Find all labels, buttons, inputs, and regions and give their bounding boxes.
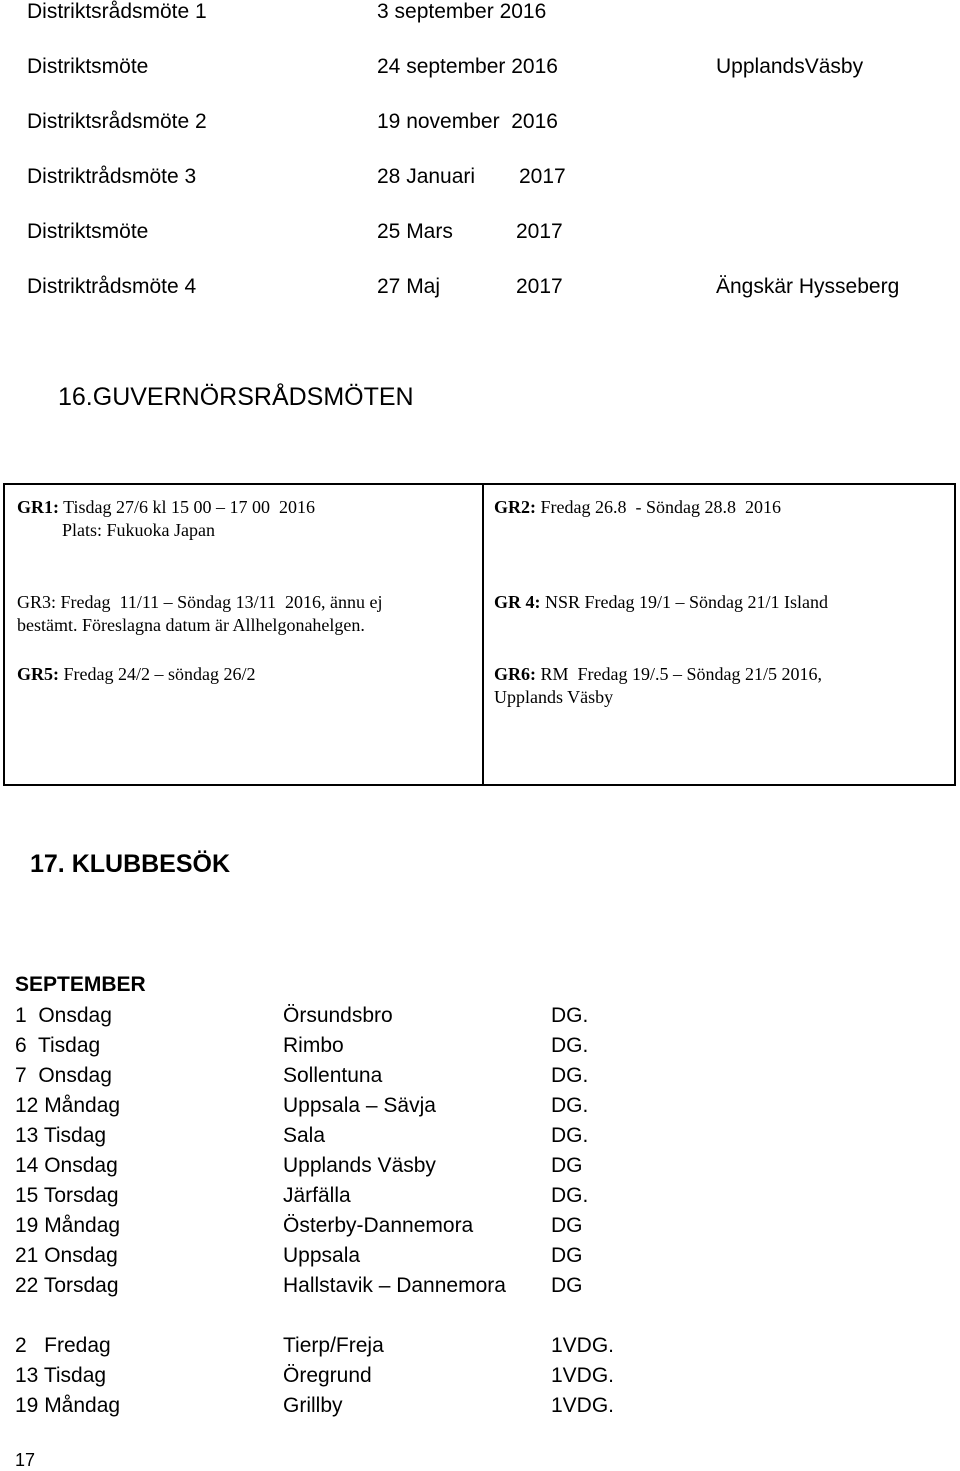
gr4-text: NSR Fredag 19/1 – Söndag 21/1 Island (540, 592, 828, 612)
gr5-label: GR5: (17, 664, 59, 684)
visit-place: Rimbo (283, 1034, 344, 1057)
visit-by: 1VDG. (551, 1334, 615, 1357)
visit-row (15, 1064, 915, 1092)
visit-place: Järfälla (283, 1184, 351, 1207)
meeting-name: Distriktsrådsmöte 2 (27, 110, 207, 133)
meeting-row (27, 275, 927, 305)
visit-row (15, 1214, 915, 1242)
visit-by: DG. (551, 1004, 589, 1027)
meeting-date: 28 Januari (377, 165, 476, 188)
visit-day: 19 Måndag (15, 1394, 121, 1417)
section-heading-16: 16.GUVERNÖRSRÅDSMÖTEN (58, 383, 414, 411)
visit-place: Österby-Dannemora (283, 1214, 474, 1237)
meeting-year: 2017 (519, 165, 566, 188)
visit-place: Grillby (283, 1394, 343, 1417)
gr4-cell (494, 591, 828, 614)
visit-day: 7 Onsdag (15, 1064, 112, 1087)
visit-by: 1VDG. (551, 1364, 615, 1387)
visit-by: DG (551, 1154, 583, 1177)
section-heading-17: 17. KLUBBESÖK (30, 850, 231, 878)
visit-row (15, 1274, 915, 1302)
visit-row (15, 1394, 915, 1422)
gr5-cell (17, 663, 255, 686)
visit-by: DG. (551, 1124, 589, 1147)
visit-place: Uppsala – Sävja (283, 1094, 436, 1117)
page-number: 17 (15, 1450, 36, 1470)
visit-by: DG. (551, 1064, 589, 1087)
visit-place: Tierp/Freja (283, 1334, 384, 1357)
visit-by: DG (551, 1214, 583, 1237)
gr-meetings-table (3, 483, 956, 786)
gr1-place: Plats: Fukuoka Japan (62, 520, 215, 540)
gr2-cell (494, 496, 781, 519)
visit-by: 1VDG. (551, 1394, 615, 1417)
gr3-cell (17, 591, 382, 637)
visit-row (15, 1244, 915, 1272)
visit-by: DG (551, 1244, 583, 1267)
visit-day: 6 Tisdag (15, 1034, 101, 1057)
visit-by: DG. (551, 1094, 589, 1117)
gr5-text: Fredag 24/2 – söndag 26/2 (59, 664, 256, 684)
visit-day: 12 Måndag (15, 1094, 121, 1117)
visit-by: DG (551, 1274, 583, 1297)
meeting-date: 25 Mars (377, 220, 453, 243)
visit-row (15, 1184, 915, 1212)
meeting-row (27, 0, 927, 30)
meeting-year: 2017 (516, 275, 563, 298)
visit-row (15, 1124, 915, 1152)
meeting-row (27, 165, 927, 195)
gr3-line1: GR3: Fredag 11/11 – Söndag 13/11 2016, ännu ej (17, 592, 383, 612)
visit-row (15, 1364, 915, 1392)
meeting-place: UpplandsVäsby (716, 55, 864, 78)
visit-place: Hallstavik – Dannemora (283, 1274, 506, 1297)
meeting-year: 2017 (516, 220, 563, 243)
visit-row (15, 1334, 915, 1362)
gr6-label: GR6: (494, 664, 536, 684)
meeting-row (27, 220, 927, 250)
visit-row (15, 1004, 915, 1032)
visit-day: 13 Tisdag (15, 1364, 107, 1387)
meeting-name: Distriktrådsmöte 3 (27, 165, 197, 188)
visit-place: Upplands Väsby (283, 1154, 436, 1177)
visit-place: Uppsala (283, 1244, 361, 1267)
visit-place: Örsundsbro (283, 1004, 393, 1027)
gr1-label: GR1: (17, 497, 59, 517)
gr2-label: GR2: (494, 497, 536, 517)
visit-row (15, 1034, 915, 1062)
meeting-place: Ängskär Hysseberg (716, 275, 900, 298)
gr3-line2: bestämt. Föreslagna datum är Allhelgonahelgen. (17, 615, 365, 635)
table-divider (482, 485, 484, 784)
meeting-date: 19 november 2016 (377, 110, 558, 133)
visit-place: Sala (283, 1124, 326, 1147)
visit-place: Sollentuna (283, 1064, 383, 1087)
gr6-text: RM Fredag 19/.5 – Söndag 21/5 2016, (536, 664, 822, 684)
visit-day: 1 Onsdag (15, 1004, 112, 1027)
visit-day: 14 Onsdag (15, 1154, 118, 1177)
month-heading: SEPTEMBER (15, 973, 146, 996)
visit-place: Öregrund (283, 1364, 372, 1387)
meeting-date: 3 september 2016 (377, 0, 547, 23)
gr2-text: Fredag 26.8 - Söndag 28.8 2016 (536, 497, 781, 517)
meeting-date: 27 Maj (377, 275, 441, 298)
meeting-name: Distriktsmöte (27, 220, 149, 243)
visit-day: 19 Måndag (15, 1214, 121, 1237)
gr1-text: Tisdag 27/6 kl 15 00 – 17 00 2016 (59, 497, 316, 517)
visit-by: DG. (551, 1184, 589, 1207)
gr6-line2: Upplands Väsby (494, 687, 614, 707)
visit-day: 13 Tisdag (15, 1124, 107, 1147)
visit-row (15, 1154, 915, 1182)
meeting-name: Distriktsrådsmöte 1 (27, 0, 207, 23)
meeting-row (27, 110, 927, 140)
gr6-cell (494, 663, 822, 709)
visit-by: DG. (551, 1034, 589, 1057)
meeting-row (27, 55, 927, 85)
meeting-name: Distriktrådsmöte 4 (27, 275, 197, 298)
visit-row (15, 1094, 915, 1122)
gr1-cell (17, 496, 315, 542)
gr4-label: GR 4: (494, 592, 541, 612)
visit-day: 15 Torsdag (15, 1184, 119, 1207)
meeting-date: 24 september 2016 (377, 55, 558, 78)
meeting-name: Distriktsmöte (27, 55, 149, 78)
visit-day: 22 Torsdag (15, 1274, 119, 1297)
visit-day: 21 Onsdag (15, 1244, 118, 1267)
visit-day: 2 Fredag (15, 1334, 111, 1357)
